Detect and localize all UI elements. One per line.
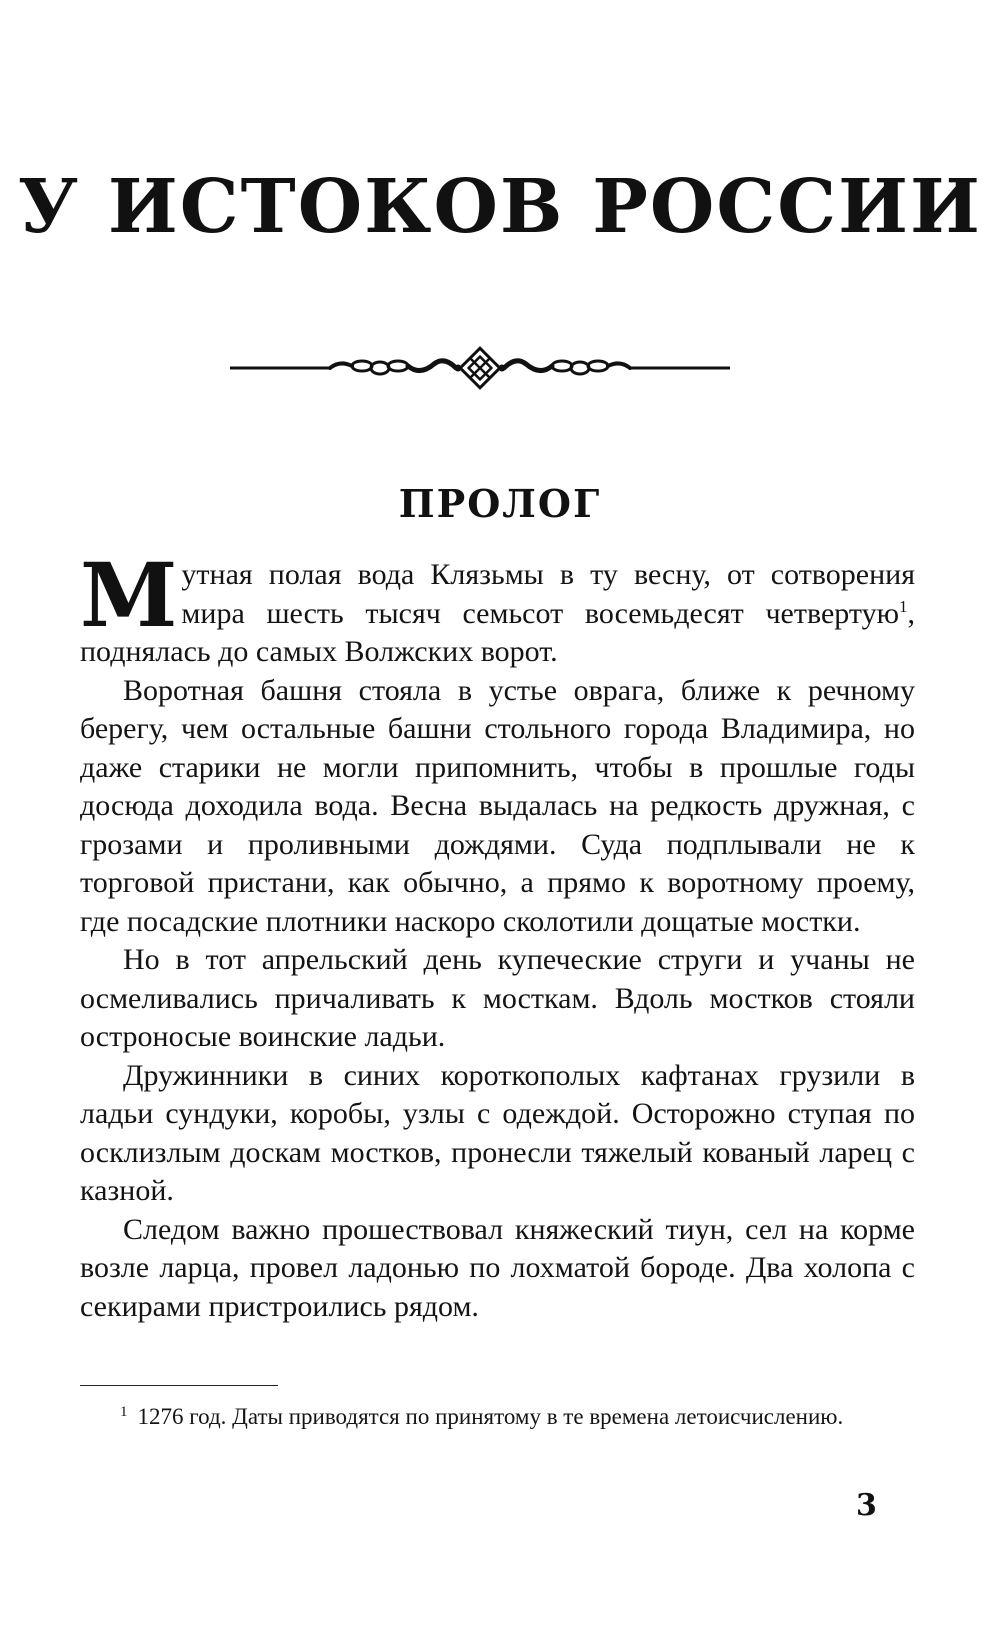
drop-cap: М [80, 543, 178, 647]
paragraph-1-lead: утная полая вода Клязьмы в ту весну, от сотворения мира шесть тысяч семьсот восемьдесят четвертую [181, 558, 915, 630]
footnote-divider [80, 1385, 278, 1386]
ornamental-divider-icon [230, 340, 730, 400]
chapter-title: ПРОЛОГ [398, 481, 602, 526]
footnote [80, 1400, 915, 1433]
footnote-reference: 1 [899, 596, 908, 616]
footnote-text: 1276 год. Даты приводятся по принятому в те времена летоисчислению. [137, 1404, 844, 1429]
paragraph-5: Следом важно прошествовал княжеский тиун, сел на корме возле ларца, провел ладонью по лохматой бороде. Два холопа с секирами пристроились рядом. [80, 1212, 915, 1323]
paragraph-4: Дружинники в синих короткополых кафтанах грузили в ладьи сундуки, коробы, узлы с одеждой. Осторожно ступая по осклизлым доскам мостков, пронесли тяжелый кованый ларец с казной. [80, 1058, 915, 1207]
footnote-mark: 1 [120, 1404, 128, 1420]
paragraph-1 [80, 543, 915, 672]
page-number: 3 [856, 1488, 877, 1523]
paragraph-1-tail: , поднялась до самых Волжских ворот. [80, 596, 915, 668]
paragraph-2: Воротная башня стояла в устье оврага, ближе к речному берегу, чем остальные башни стольного города Владимира, но даже старики не могли припомнить, чтобы в прошлые годы досюда доходила вода. Весна выдалась на редкость дружная, с грозами и проливными дождями. Суда подплывали не к торговой пристани, как обычно, а прямо к воротному проему, где посадские плотники наскоро сколотили дощатые мостки. [80, 673, 915, 938]
book-title: У ИСТОКОВ РОССИИ [18, 164, 982, 250]
paragraph-3: Но в тот апрельский день купеческие струги и учаны не осмеливались причаливать к мосткам. Вдоль мостков стояли остроносые воинские ладьи. [80, 943, 915, 1053]
body-text [80, 543, 915, 1326]
